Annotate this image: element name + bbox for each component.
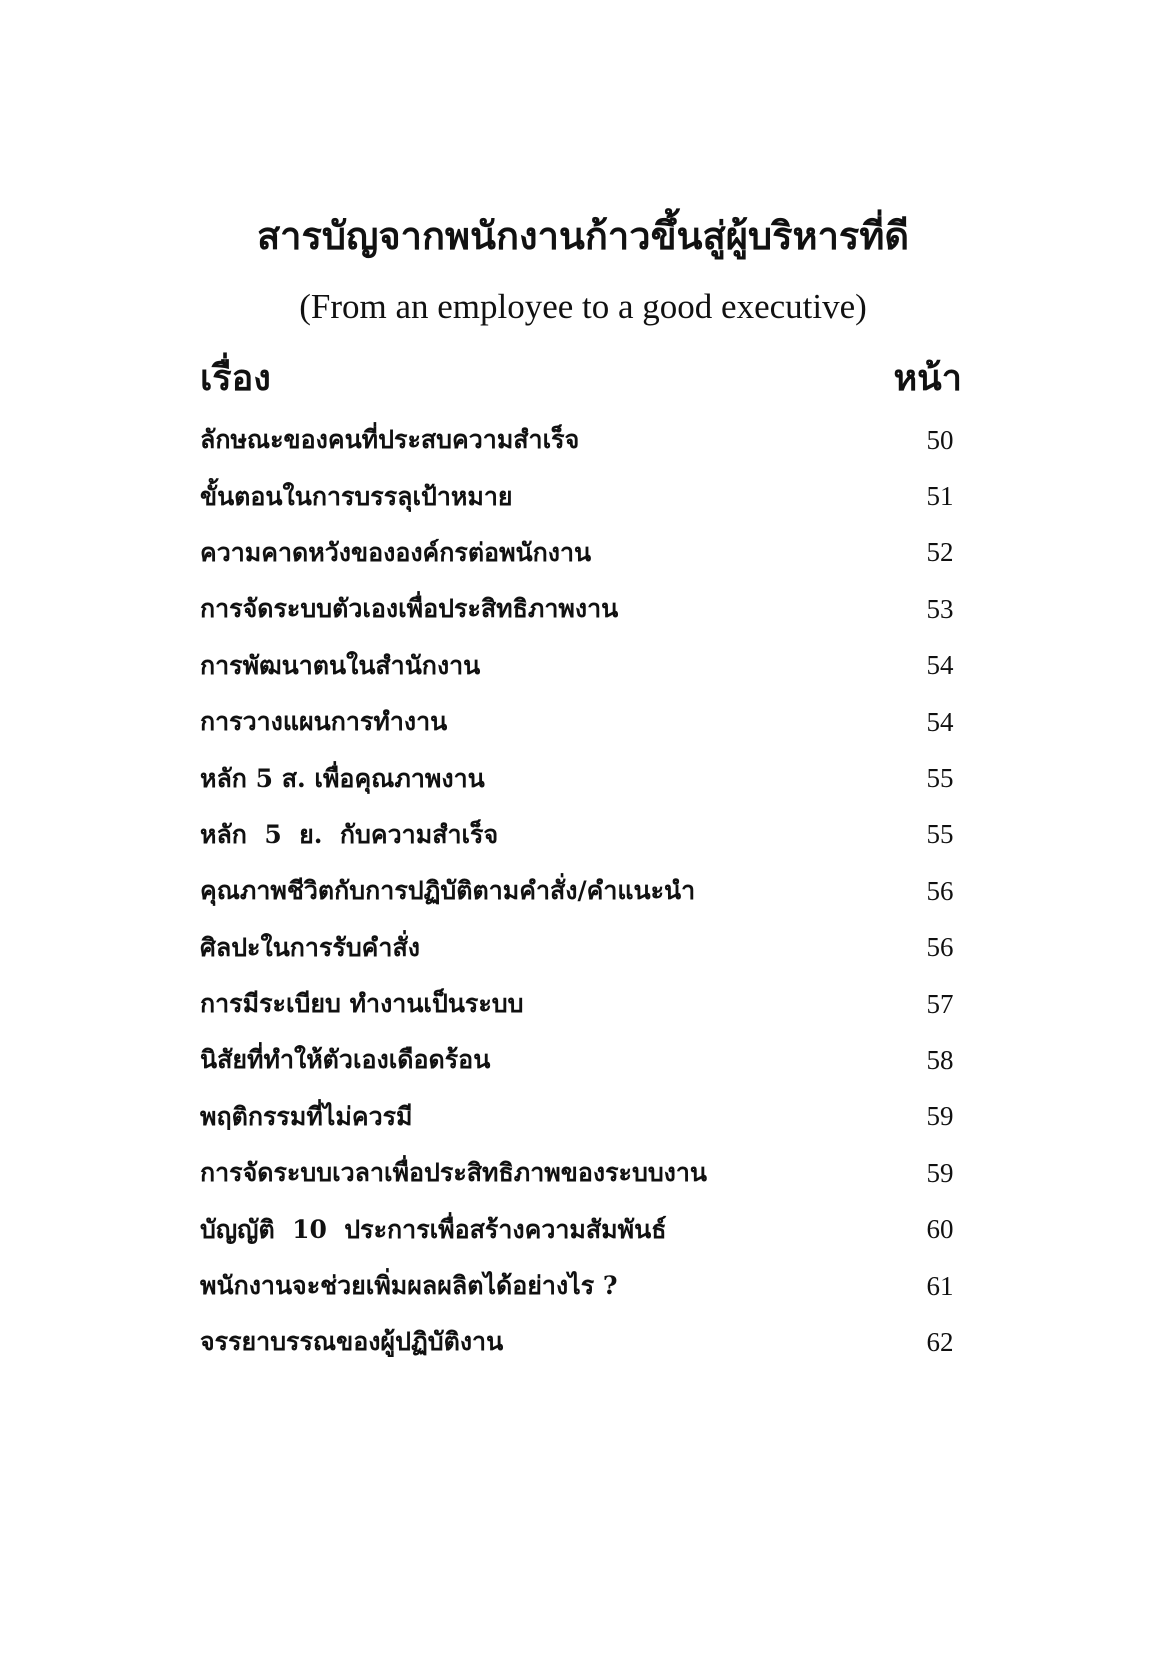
toc-entry-label: นิสัยที่ทำให้ตัวเองเดือดร้อน bbox=[200, 1045, 491, 1075]
toc-entry bbox=[200, 581, 970, 637]
toc-entry-page: 52 bbox=[926, 537, 954, 568]
toc-entry-page: 54 bbox=[926, 650, 954, 681]
toc-entry-label: การวางแผนการทำงาน bbox=[200, 707, 448, 737]
toc-entry bbox=[200, 1314, 970, 1370]
column-header-topic: เรื่อง bbox=[200, 357, 271, 399]
toc-entry bbox=[200, 694, 970, 750]
document-title: สารบัญจากพนักงานก้าวขึ้นสู่ผู้บริหารที่ดี bbox=[256, 213, 910, 258]
toc-entry-page: 55 bbox=[926, 819, 954, 850]
toc-entry-label: คุณภาพชีวิตกับการปฏิบัติตามคำสั่ง/คำแนะนำ bbox=[200, 876, 696, 906]
toc-entry-label: การพัฒนาตนในสำนักงาน bbox=[200, 650, 481, 680]
toc-entry bbox=[200, 1201, 970, 1257]
toc-entry-page: 61 bbox=[926, 1270, 954, 1301]
toc-entry bbox=[200, 976, 970, 1032]
toc-entry bbox=[200, 807, 970, 863]
toc-entry-page: 59 bbox=[926, 1101, 954, 1132]
toc-entry bbox=[200, 525, 970, 581]
toc-entry bbox=[200, 1145, 970, 1201]
toc-entry bbox=[200, 1032, 970, 1088]
toc-entry bbox=[200, 1089, 970, 1145]
toc-entry-page: 56 bbox=[926, 932, 954, 963]
toc-entry-page: 54 bbox=[926, 706, 954, 737]
toc-entry-page: 62 bbox=[926, 1326, 954, 1357]
toc-entry-page: 58 bbox=[926, 1044, 954, 1075]
toc-entry-page: 53 bbox=[926, 593, 954, 624]
toc-entry-label: ศิลปะในการรับคำสั่ง bbox=[200, 932, 420, 962]
toc-entry-label: การมีระเบียบ ทำงานเป็นระบบ bbox=[200, 989, 524, 1019]
toc-entry-label: ขั้นตอนในการบรรลุเป้าหมาย bbox=[200, 481, 513, 511]
toc-entry bbox=[200, 1258, 970, 1314]
toc-entry-label: พนักงานจะช่วยเพิ่มผลผลิตได้อย่างไร ? bbox=[200, 1271, 618, 1301]
toc-entry-label: จรรยาบรรณของผู้ปฏิบัติงาน bbox=[200, 1327, 504, 1357]
toc-entry bbox=[200, 863, 970, 919]
toc-entry bbox=[200, 638, 970, 694]
toc-entry bbox=[200, 920, 970, 976]
toc-entry-page: 51 bbox=[926, 481, 954, 512]
toc-entry-label: หลัก 5 ย. กับความสำเร็จ bbox=[200, 819, 499, 849]
toc-entry-page: 50 bbox=[926, 424, 954, 455]
column-header-page: หน้า bbox=[893, 357, 962, 399]
toc-entry-label: ความคาดหวังขององค์กรต่อพนักงาน bbox=[200, 537, 592, 567]
toc-entry-label: การจัดระบบเวลาเพื่อประสิทธิภาพของระบบงาน bbox=[200, 1158, 708, 1188]
document-subtitle: (From an employee to a good executive) bbox=[299, 287, 867, 326]
toc-entry-label: บัญญัติ 10 ประการเพื่อสร้างความสัมพันธ์ bbox=[200, 1214, 667, 1244]
toc-entry-label: หลัก 5 ส. เพื่อคุณภาพงาน bbox=[200, 763, 485, 793]
toc-entry-label: ลักษณะของคนที่ประสบความสำเร็จ bbox=[200, 425, 580, 455]
toc-entry-page: 55 bbox=[926, 763, 954, 794]
toc-entry-page: 56 bbox=[926, 875, 954, 906]
toc-entry-label: การจัดระบบตัวเองเพื่อประสิทธิภาพงาน bbox=[200, 594, 619, 624]
toc-entry-label: พฤติกรรมที่ไม่ควรมี bbox=[200, 1101, 413, 1131]
toc-entry-page: 59 bbox=[926, 1157, 954, 1188]
table-of-contents bbox=[200, 412, 970, 1371]
toc-entry bbox=[200, 412, 970, 468]
toc-entry-page: 60 bbox=[926, 1214, 954, 1245]
toc-entry bbox=[200, 750, 970, 806]
toc-entry bbox=[200, 468, 970, 524]
toc-entry-page: 57 bbox=[926, 988, 954, 1019]
